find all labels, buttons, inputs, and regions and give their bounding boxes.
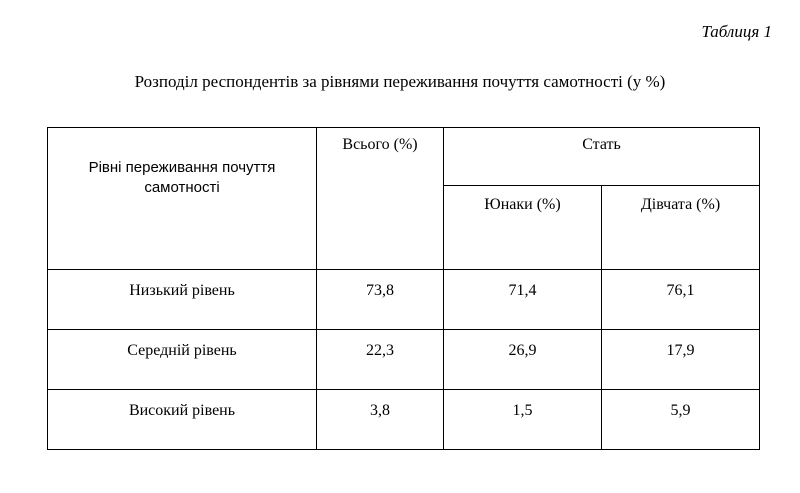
table-header-row [48, 128, 760, 186]
header-gender: Стать [444, 128, 760, 186]
table-caption: Розподіл респондентів за рівнями переживання почуття самотності (у %) [134, 72, 666, 91]
header-levels-text: Рівні переживання почуття самотності [88, 159, 276, 196]
row-total: 73,8 [317, 270, 444, 330]
row-girls: 76,1 [602, 270, 760, 330]
row-boys: 71,4 [444, 270, 602, 330]
loneliness-distribution-table [47, 127, 760, 450]
row-boys: 1,5 [444, 390, 602, 450]
row-total: 3,8 [317, 390, 444, 450]
row-total: 22,3 [317, 330, 444, 390]
header-girls: Дівчата (%) [602, 186, 760, 270]
row-girls: 17,9 [602, 330, 760, 390]
row-girls: 5,9 [602, 390, 760, 450]
row-level: Середній рівень [48, 330, 317, 390]
header-levels [48, 128, 317, 270]
table-row [48, 390, 760, 450]
table-row [48, 270, 760, 330]
header-total: Всього (%) [317, 128, 444, 270]
row-level: Низький рівень [48, 270, 317, 330]
table-row [48, 330, 760, 390]
row-level: Високий рівень [48, 390, 317, 450]
table-number-label: Таблиця 1 [701, 22, 772, 41]
row-boys: 26,9 [444, 330, 602, 390]
header-boys: Юнаки (%) [444, 186, 602, 270]
